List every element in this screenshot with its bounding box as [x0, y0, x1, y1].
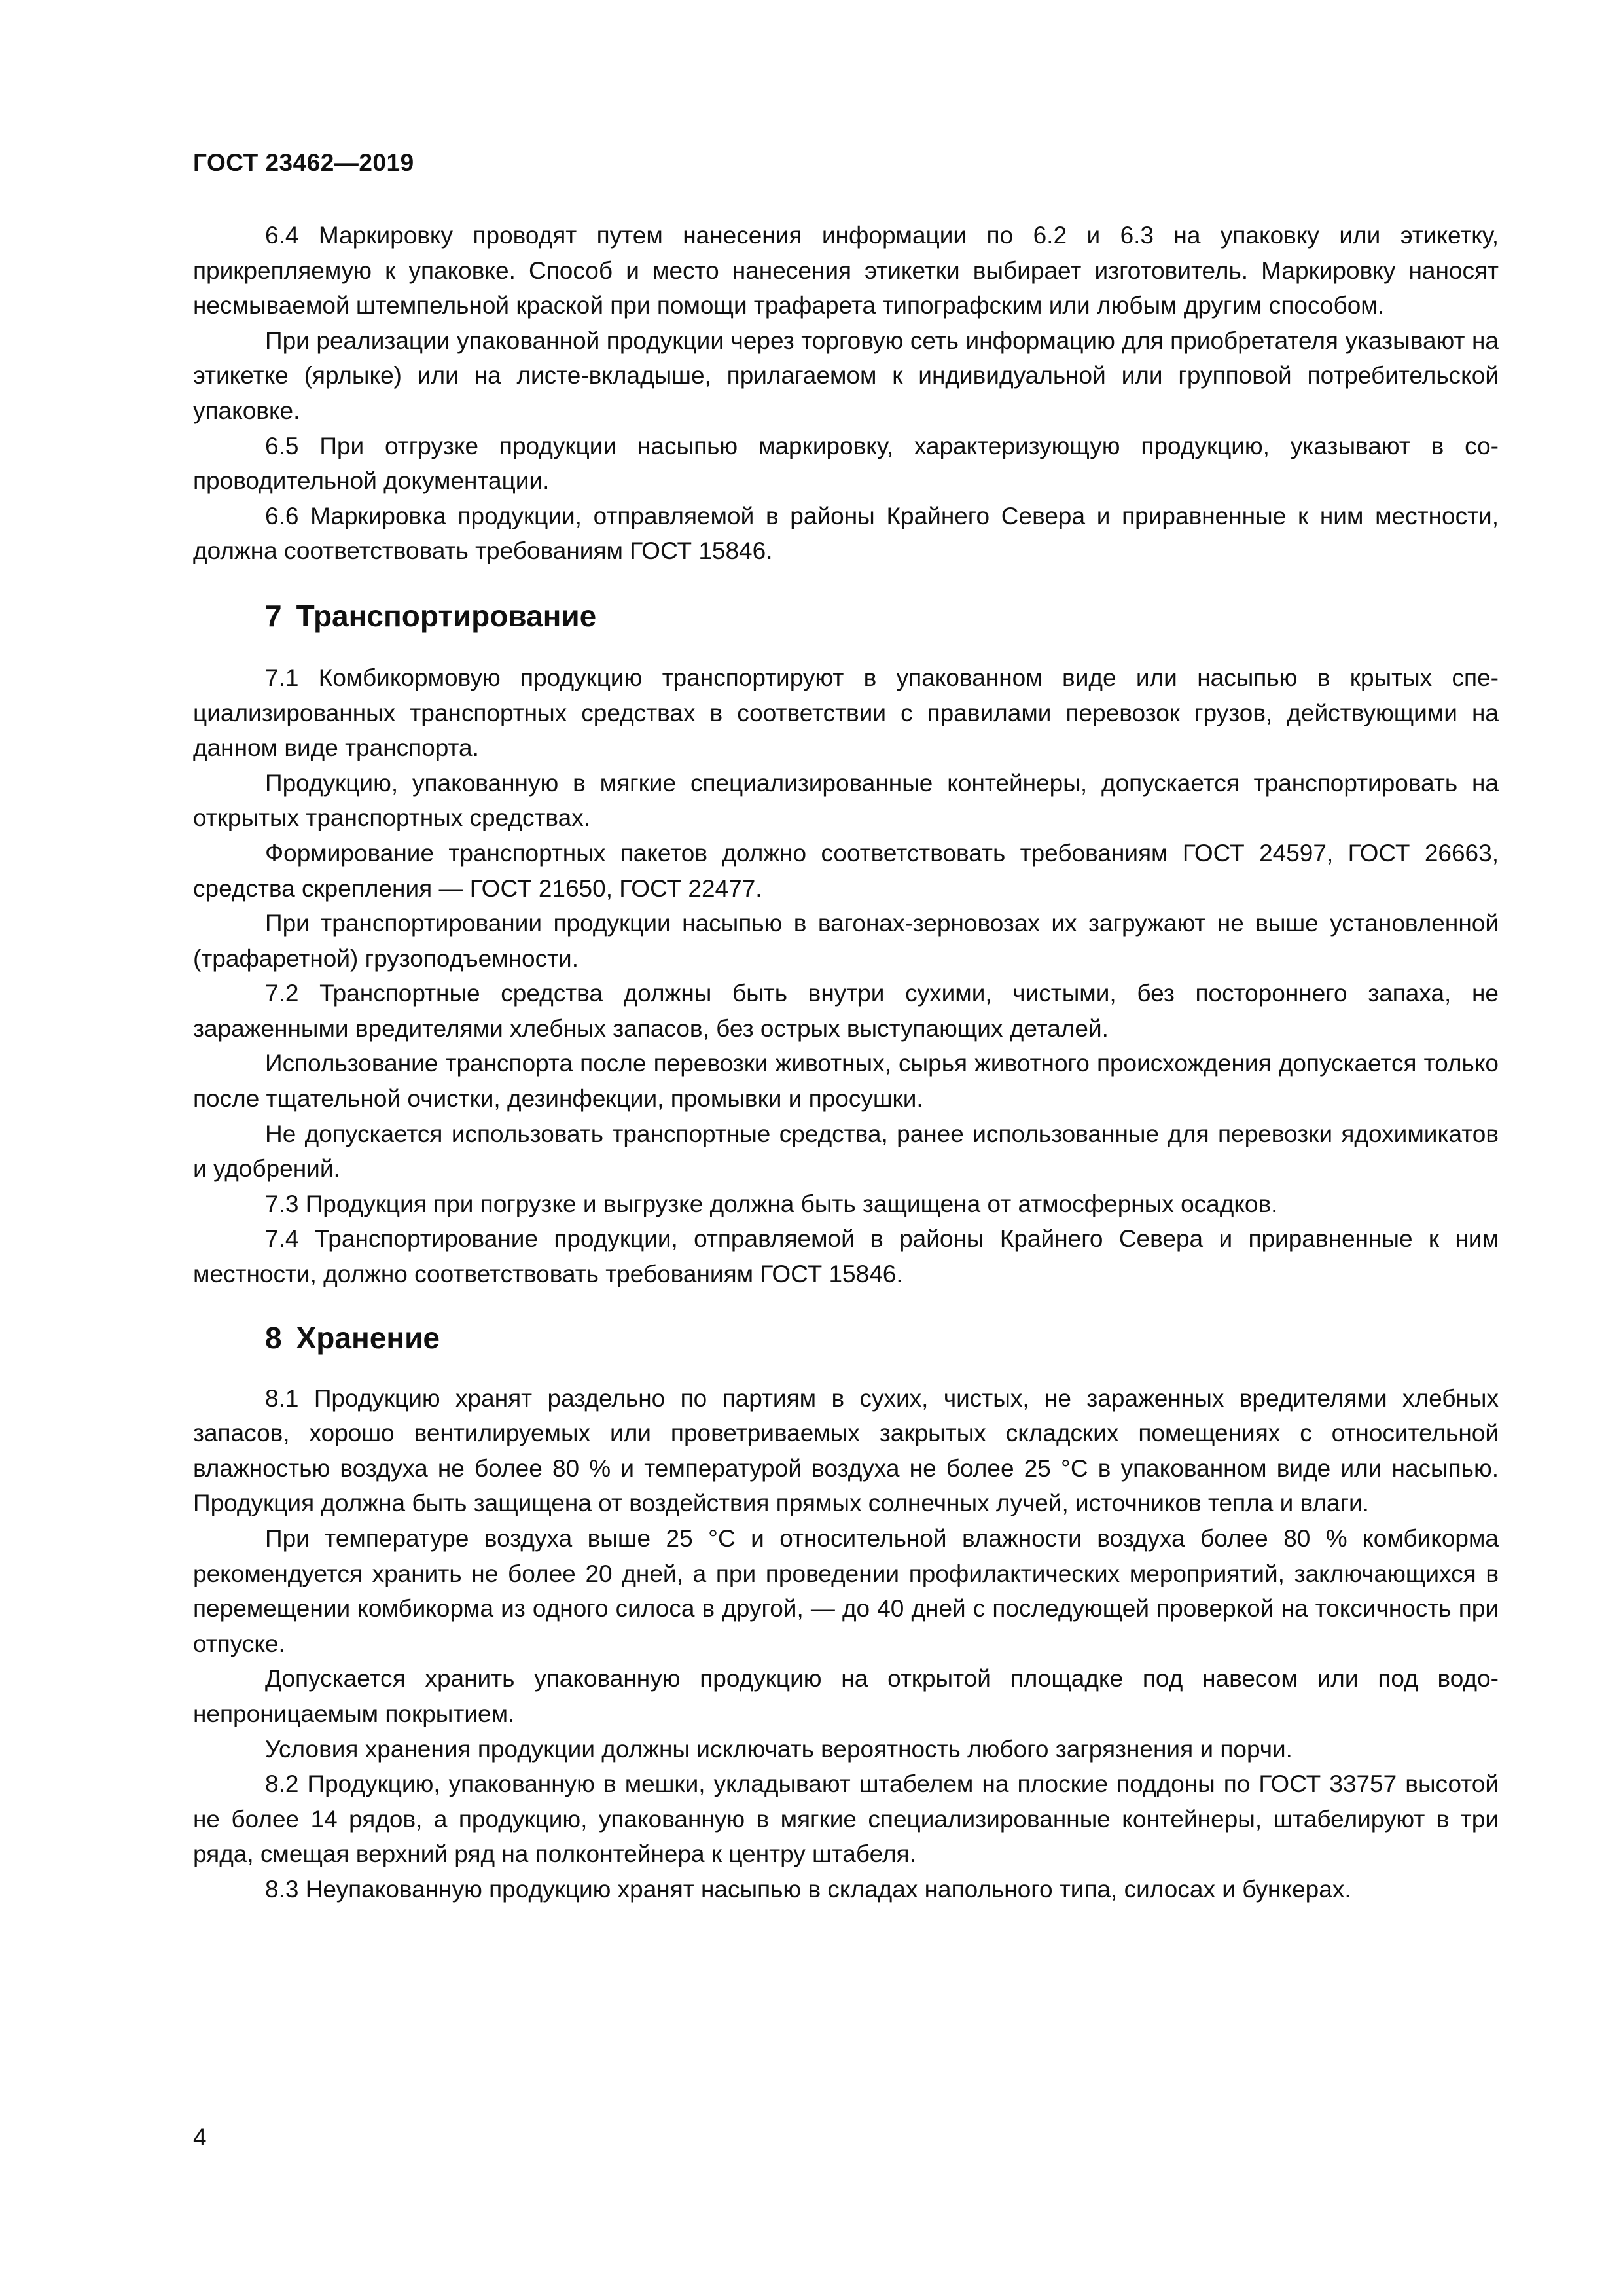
paragraph-7-2-animals: Использование транспорта после перевозки животных, сырья животного происхождения допускается только после тщательной очистки, дезинфекции, промывки и просушки. [193, 1050, 1499, 1113]
paragraph-7-1-packages: Формирование транспортных пакетов должно соответствовать требованиям ГОСТ 24597, ГОСТ 26663, средства скрепления — ГОСТ 21650, ГОСТ 22477. [193, 839, 1499, 902]
paragraph-8-2: 8.2 Продукцию, упакованную в мешки, укладывают штабелем на плоские поддоны по ГОСТ 33757 высотой не более 14 рядов, а продукцию, упакованную в мягкие специализированные контейнеры, штабелируют в три ряда, смещая верхний ряд на полконтейнера к центру штабеля. [193, 1770, 1499, 1868]
paragraph-7-1-containers: Продукцию, упакованную в мягкие специализированные контейнеры, допускается транспортировать на открытых транспортных средствах. [193, 769, 1499, 832]
section-number: 7 [265, 598, 282, 633]
section-title: Хранение [296, 1320, 440, 1355]
paragraph-6-4: 6.4 Маркировку проводят путем нанесения информации по 6.2 и 6.3 на упаковку или этикетку, прикрепляемую к упаковке. Способ и место нанесения этикетки выбирает изготовитель. Маркировку наносят несмываемой штемпельной краской при помощи трафарета типографским или любым другим способом. [193, 222, 1499, 319]
section-title: Транспортирование [296, 598, 597, 633]
document-body [193, 218, 1499, 1907]
paragraph-7-1: 7.1 Комбикормовую продукцию транспортируют в упакованном виде или насыпью в крытых специализированных транспортных средствах в соответствии с правилами перевозок грузов, действующими на данном виде транспорта. [193, 664, 1499, 762]
section-heading-transport [193, 596, 1499, 636]
paragraph-7-2: 7.2 Транспортные средства должны быть внутри сухими, чистыми, без постороннего запаха, не зараженными вредителями хлебных запасов, без острых выступающих деталей. [193, 980, 1499, 1042]
paragraph-7-3: 7.3 Продукция при погрузке и выгрузке должна быть защищена от атмосферных осадков. [265, 1190, 1278, 1217]
paragraph-7-4: 7.4 Транспортирование продукции, отправляемой в районы Крайнего Севера и приравненные к ним местности, должно соответствовать требованиям ГОСТ 15846. [193, 1225, 1499, 1288]
paragraph-7-1-railcars: При транспортировании продукции насыпью в вагонах-зерновозах их загружают не выше установленной (трафаретной) грузоподъемности. [193, 910, 1499, 972]
paragraph-8-1-temperature: При температуре воздуха выше 25 °С и относительной влажности воздуха более 80 % комбикорма рекомендуется хранить не более 20 дней, а при проведении профилактических мероприятий, заключающихся в перемещении комбикорма из одного силоса в другой, — до 40 дней с последующей проверкой на токсичность при отпуске. [193, 1525, 1499, 1657]
section-number: 8 [265, 1320, 282, 1355]
paragraph-6-5: 6.5 При отгрузке продукции насыпью маркировку, характеризующую продукцию, указывают в сопроводительной документации. [193, 432, 1499, 495]
paragraph-8-3: 8.3 Неупакованную продукцию хранят насыпью в складах напольного типа, силосах и бункерах. [265, 1875, 1351, 1903]
paragraph-8-1-conditions: Условия хранения продукции должны исключать вероятность любого загрязнения и порчи. [265, 1735, 1293, 1763]
page-number: 4 [193, 2124, 207, 2151]
paragraph-8-1: 8.1 Продукцию хранят раздельно по партиям в сухих, чистых, не зараженных вредителями хлебных запасов, хорошо вентилируемых или проветриваемых закрытых складских помещениях с относительной влажностью воздуха не более 80 % и температурой воздуха не более 25 °С в упакованном виде или насыпью. Продукция должна быть защищена от воздействия прямых солнечных лучей, источников тепла и влаги. [193, 1384, 1499, 1517]
paragraph-6-6: 6.6 Маркировка продукции, отправляемой в районы Крайнего Севера и приравненные к ним местности, должна соответствовать требованиям ГОСТ 15846. [193, 502, 1499, 565]
section-heading-storage [193, 1318, 1499, 1357]
document-header: ГОСТ 23462—2019 [193, 149, 414, 176]
paragraph-6-4-retail: При реализации упакованной продукции через торговую сеть информацию для приобретателя указывают на этикетке (ярлыке) или на листе-вкладыше, прилагаемом к индивидуальной или групповой потребительской упаковке. [193, 327, 1499, 424]
paragraph-7-2-chemicals: Не допускается использовать транспортные средства, ранее использованные для перевозки ядохимикатов и удобрений. [193, 1120, 1499, 1183]
paragraph-8-1-outdoor: Допускается хранить упакованную продукцию на открытой площадке под навесом или под водонепроницаемым покрытием. [193, 1665, 1499, 1727]
